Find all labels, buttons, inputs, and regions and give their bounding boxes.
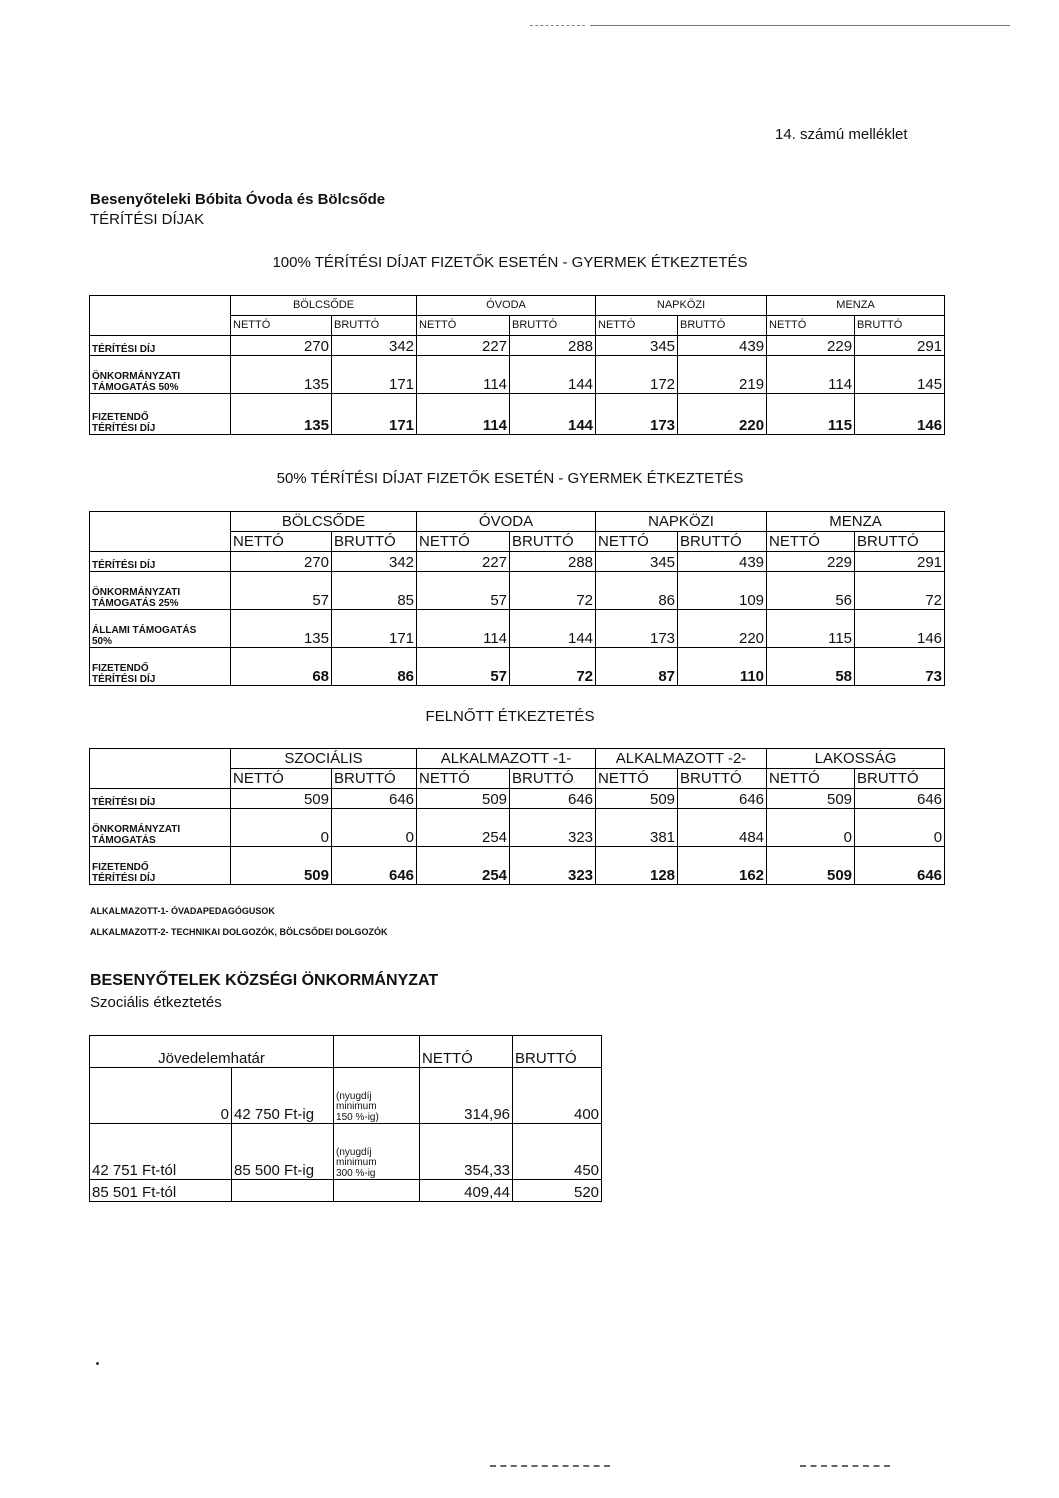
group-header: ÓVODA	[417, 512, 596, 532]
value-cell: 0	[231, 809, 332, 847]
value-cell: 114	[767, 356, 855, 394]
value-cell: 109	[678, 572, 767, 610]
value-cell: 57	[231, 572, 332, 610]
netto-value: 314,96	[420, 1068, 513, 1124]
netto-value: 409,44	[420, 1180, 513, 1202]
value-cell: 342	[332, 336, 417, 356]
brutto-value: 450	[513, 1124, 602, 1180]
value-cell: 484	[678, 809, 767, 847]
value-cell: 145	[855, 356, 945, 394]
value-cell: 0	[855, 809, 945, 847]
col-header: BRUTTÓ	[855, 532, 945, 552]
col-header: BRUTTÓ	[332, 532, 417, 552]
value-cell: 72	[510, 572, 596, 610]
col-header: NETTÓ	[417, 316, 510, 336]
value-cell: 439	[678, 336, 767, 356]
group-header: BÖLCSŐDE	[231, 296, 417, 316]
table-row	[90, 1124, 602, 1180]
value-cell: 345	[596, 336, 678, 356]
value-cell: 72	[855, 572, 945, 610]
table-row	[90, 789, 945, 809]
income-from: 85 501 Ft-tól	[90, 1180, 232, 1202]
row-label: ÖNKORMÁNYZATI TÁMOGATÁS 50%	[90, 356, 231, 394]
table-row	[90, 394, 945, 435]
col-header: BRUTTÓ	[510, 769, 596, 789]
income-note: (nyugdíj minimum 150 %-ig)	[334, 1068, 420, 1124]
document-subtitle: TÉRÍTÉSI DÍJAK	[90, 211, 205, 228]
social-subtitle: Szociális étkeztetés	[90, 994, 222, 1011]
value-cell: 220	[678, 610, 767, 648]
group-header: ALKALMAZOTT -1-	[417, 749, 596, 769]
table3-title: FELNŐTT ÉTKEZTETÉS	[425, 708, 595, 725]
value-cell: 86	[332, 648, 417, 686]
brutto-value: 520	[513, 1180, 602, 1202]
value-cell: 135	[231, 610, 332, 648]
table1-title: 100% TÉRÍTÉSI DÍJAT FIZETŐK ESETÉN - GYERMEK ÉTKEZTETÉS	[272, 254, 748, 271]
table3	[89, 748, 945, 885]
col-header: NETTÓ	[231, 316, 332, 336]
income-to	[232, 1180, 334, 1202]
brutto-value: 400	[513, 1068, 602, 1124]
value-cell: 173	[596, 610, 678, 648]
annex-number: 14. számú melléklet	[775, 126, 908, 143]
value-cell: 345	[596, 552, 678, 572]
col-header: NETTÓ	[417, 769, 510, 789]
row-label: FIZETENDŐ TÉRÍTÉSI DÍJ	[90, 394, 231, 435]
group-header: SZOCIÁLIS	[231, 749, 417, 769]
value-cell: 114	[417, 610, 510, 648]
row-label: ÖNKORMÁNYZATI TÁMOGATÁS 25%	[90, 572, 231, 610]
value-cell: 646	[332, 789, 417, 809]
value-cell: 646	[510, 789, 596, 809]
table-row	[90, 648, 945, 686]
value-cell: 509	[767, 847, 855, 885]
footnote: ALKALMAZOTT-1- ÓVADAPEDAGÓGUSOK	[90, 906, 275, 916]
group-header: ALKALMAZOTT -2-	[596, 749, 767, 769]
value-cell: 229	[767, 552, 855, 572]
income-from: 42 751 Ft-tól	[90, 1124, 232, 1180]
income-note: (nyugdíj minimum 300 %-ig	[334, 1124, 420, 1180]
value-cell: 254	[417, 847, 510, 885]
footnote: ALKALMAZOTT-2- TECHNIKAI DOLGOZÓK, BÖLCSŐDEI DOLGOZÓK	[90, 927, 388, 937]
income-note	[334, 1180, 420, 1202]
value-cell: 56	[767, 572, 855, 610]
value-cell: 114	[417, 394, 510, 435]
value-cell: 291	[855, 336, 945, 356]
value-cell: 171	[332, 394, 417, 435]
value-cell: 270	[231, 336, 332, 356]
value-cell: 439	[678, 552, 767, 572]
scan-mark	[530, 25, 585, 26]
value-cell: 173	[596, 394, 678, 435]
value-cell: 146	[855, 610, 945, 648]
col-header: BRUTTÓ	[855, 769, 945, 789]
value-cell: 229	[767, 336, 855, 356]
group-header: NAPKÖZI	[596, 296, 767, 316]
scan-speck	[96, 1362, 99, 1365]
table2	[89, 511, 945, 686]
group-header: LAKOSSÁG	[767, 749, 945, 769]
col-header: NETTÓ	[596, 316, 678, 336]
group-header: MENZA	[767, 512, 945, 532]
value-cell: 85	[332, 572, 417, 610]
table-row	[90, 336, 945, 356]
value-cell: 110	[678, 648, 767, 686]
value-cell: 254	[417, 809, 510, 847]
value-cell: 171	[332, 356, 417, 394]
income-from: 0	[90, 1068, 232, 1124]
col-header: BRUTTÓ	[510, 532, 596, 552]
col-header: BRUTTÓ	[678, 316, 767, 336]
value-cell: 342	[332, 552, 417, 572]
value-cell: 646	[855, 847, 945, 885]
value-cell: 87	[596, 648, 678, 686]
value-cell: 646	[332, 847, 417, 885]
table-row	[90, 552, 945, 572]
income-header: Jövedelemhatár	[90, 1036, 334, 1068]
col-header: BRUTTÓ	[855, 316, 945, 336]
value-cell: 323	[510, 809, 596, 847]
table-row	[90, 809, 945, 847]
table-row	[90, 610, 945, 648]
value-cell: 219	[678, 356, 767, 394]
col-header: NETTÓ	[767, 532, 855, 552]
scan-mark	[800, 1465, 890, 1467]
group-header: MENZA	[767, 296, 945, 316]
top-rule	[590, 25, 1010, 26]
value-cell: 73	[855, 648, 945, 686]
row-label: ÖNKORMÁNYZATI TÁMOGATÁS	[90, 809, 231, 847]
municipality-name: BESENYŐTELEK KÖZSÉGI ÖNKORMÁNYZAT	[90, 972, 439, 989]
row-label: TÉRÍTÉSI DÍJ	[90, 552, 231, 572]
value-cell: 509	[231, 847, 332, 885]
col-header: BRUTTÓ	[332, 769, 417, 789]
row-label: TÉRÍTÉSI DÍJ	[90, 336, 231, 356]
value-cell: 509	[231, 789, 332, 809]
col-header: NETTÓ	[767, 316, 855, 336]
col-header: NETTÓ	[417, 532, 510, 552]
table-row	[90, 847, 945, 885]
table2-title: 50% TÉRÍTÉSI DÍJAT FIZETŐK ESETÉN - GYERMEK ÉTKEZTETÉS	[276, 470, 744, 487]
group-header: ÓVODA	[417, 296, 596, 316]
income-to: 85 500 Ft-ig	[232, 1124, 334, 1180]
value-cell: 144	[510, 394, 596, 435]
corner-cell	[90, 512, 231, 552]
value-cell: 227	[417, 552, 510, 572]
value-cell: 171	[332, 610, 417, 648]
col-header: NETTÓ	[596, 769, 678, 789]
table-row	[90, 572, 945, 610]
value-cell: 172	[596, 356, 678, 394]
value-cell: 135	[231, 356, 332, 394]
col-header: NETTÓ	[767, 769, 855, 789]
value-cell: 646	[855, 789, 945, 809]
table-row	[90, 1068, 602, 1124]
value-cell: 115	[767, 394, 855, 435]
col-header: NETTÓ	[596, 532, 678, 552]
value-cell: 227	[417, 336, 510, 356]
value-cell: 509	[767, 789, 855, 809]
row-label: FIZETENDŐ TÉRÍTÉSI DÍJ	[90, 847, 231, 885]
value-cell: 288	[510, 336, 596, 356]
value-cell: 115	[767, 610, 855, 648]
value-cell: 146	[855, 394, 945, 435]
table1	[89, 295, 945, 435]
value-cell: 0	[332, 809, 417, 847]
table-row	[90, 356, 945, 394]
value-cell: 68	[231, 648, 332, 686]
row-label: ÁLLAMI TÁMOGATÁS 50%	[90, 610, 231, 648]
col-header: BRUTTÓ	[678, 769, 767, 789]
value-cell: 220	[678, 394, 767, 435]
value-cell: 509	[417, 789, 510, 809]
value-cell: 86	[596, 572, 678, 610]
col-header: NETTÓ	[231, 532, 332, 552]
col-header: BRUTTÓ	[332, 316, 417, 336]
col-header: NETTÓ	[231, 769, 332, 789]
group-header: BÖLCSŐDE	[231, 512, 417, 532]
brutto-header: BRUTTÓ	[513, 1036, 602, 1068]
value-cell: 57	[417, 648, 510, 686]
netto-header: NETTÓ	[420, 1036, 513, 1068]
row-label: TÉRÍTÉSI DÍJ	[90, 789, 231, 809]
table-row	[90, 1180, 602, 1202]
value-cell: 270	[231, 552, 332, 572]
social-table	[89, 1035, 602, 1202]
value-cell: 291	[855, 552, 945, 572]
netto-value: 354,33	[420, 1124, 513, 1180]
group-header: NAPKÖZI	[596, 512, 767, 532]
value-cell: 381	[596, 809, 678, 847]
corner-cell	[90, 749, 231, 789]
value-cell: 144	[510, 610, 596, 648]
col-header: BRUTTÓ	[678, 532, 767, 552]
value-cell: 323	[510, 847, 596, 885]
value-cell: 57	[417, 572, 510, 610]
empty-header	[334, 1036, 420, 1068]
value-cell: 144	[510, 356, 596, 394]
value-cell: 162	[678, 847, 767, 885]
scan-mark	[490, 1465, 610, 1467]
col-header: BRUTTÓ	[510, 316, 596, 336]
value-cell: 135	[231, 394, 332, 435]
institution-name: Besenyőteleki Bóbita Óvoda és Bölcsőde	[90, 191, 386, 208]
value-cell: 128	[596, 847, 678, 885]
row-label: FIZETENDŐ TÉRÍTÉSI DÍJ	[90, 648, 231, 686]
corner-cell	[90, 296, 231, 336]
income-to: 42 750 Ft-ig	[232, 1068, 334, 1124]
value-cell: 509	[596, 789, 678, 809]
value-cell: 0	[767, 809, 855, 847]
value-cell: 288	[510, 552, 596, 572]
value-cell: 72	[510, 648, 596, 686]
value-cell: 646	[678, 789, 767, 809]
value-cell: 114	[417, 356, 510, 394]
value-cell: 58	[767, 648, 855, 686]
